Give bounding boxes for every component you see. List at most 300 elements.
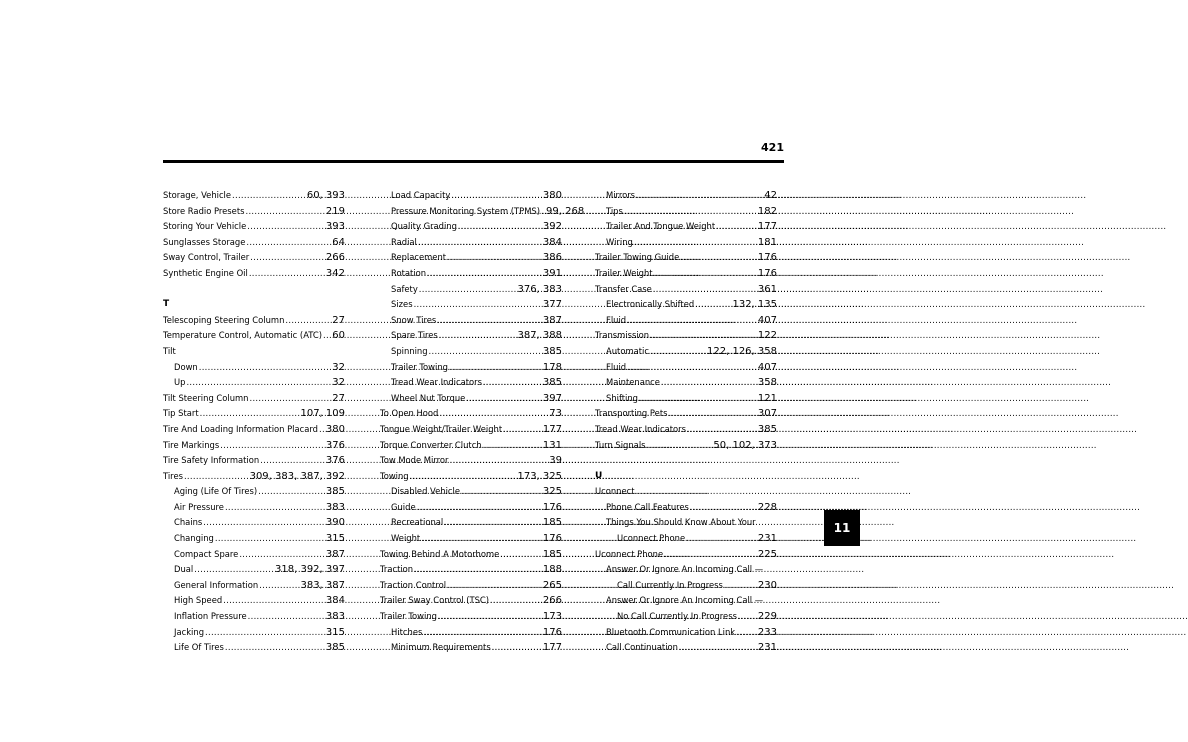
dot-leader	[679, 640, 757, 656]
entry-page-refs[interactable]: 50, 102, 373	[713, 439, 777, 451]
dot-leader	[500, 547, 542, 563]
entry-page-refs[interactable]: 188	[542, 564, 562, 576]
index-subentry	[163, 640, 345, 656]
dot-leader	[423, 625, 542, 641]
dot-leader	[490, 593, 542, 609]
index-subentry	[380, 500, 562, 516]
entry-label: Inflation Pressure	[174, 611, 247, 622]
dot-leader	[184, 469, 249, 485]
index-subentry	[595, 313, 777, 329]
entry-page-refs[interactable]: 122	[757, 330, 777, 342]
index-entry	[595, 250, 777, 266]
dot-leader	[664, 547, 757, 563]
entry-page-refs[interactable]: 99, 268	[546, 205, 585, 217]
entry-page-refs[interactable]: 390	[325, 517, 345, 529]
index-subentry	[163, 515, 345, 531]
entry-page-refs[interactable]: 361	[757, 283, 777, 295]
dot-leader	[736, 625, 757, 641]
entry-page-refs[interactable]: 182	[757, 205, 777, 217]
entry-page-refs[interactable]: 265	[542, 579, 562, 591]
index-subentry	[163, 500, 345, 516]
entry-label: Mirrors	[606, 190, 636, 200]
entry-page-refs[interactable]: 383, 387	[300, 579, 345, 591]
dot-leader	[447, 250, 542, 266]
dot-leader	[541, 204, 545, 220]
entry-label: Temperature Control, Automatic (ATC)	[163, 330, 323, 341]
entry-label: General Information	[174, 579, 259, 590]
dot-leader	[285, 313, 331, 329]
index-subentry	[380, 360, 562, 376]
entry-label: To Open Hood	[380, 408, 439, 419]
entry-label: Shifting	[606, 392, 638, 403]
dot-leader	[427, 266, 542, 282]
index-subentry	[380, 313, 562, 329]
entry-page-refs[interactable]: 376	[325, 439, 345, 451]
index-section-heading	[163, 297, 345, 313]
entry-label: Changing	[174, 533, 214, 544]
entry-label: Trailer Towing Guide	[595, 252, 680, 263]
dot-leader	[248, 609, 325, 625]
index-entry	[595, 438, 777, 454]
index-entry	[163, 235, 345, 251]
entry-page-refs[interactable]: 181	[757, 236, 777, 248]
entry-label: Trailer Weight	[595, 267, 653, 278]
entry-page-refs[interactable]: 391	[542, 267, 562, 279]
entry-page-refs[interactable]: 407	[757, 314, 777, 326]
index-subentry	[595, 360, 777, 376]
entry-label: Tire Safety Information	[163, 455, 260, 466]
index-entry	[163, 219, 345, 235]
entry-page-refs[interactable]: 27	[332, 392, 345, 404]
entry-page-refs[interactable]: 376	[325, 455, 345, 467]
entry-page-refs[interactable]: 225	[757, 548, 777, 560]
entry-page-refs[interactable]: 358	[757, 377, 777, 389]
section-letter: T	[163, 299, 170, 310]
dot-leader	[668, 406, 756, 422]
dot-leader	[414, 562, 542, 578]
dot-leader	[319, 422, 325, 438]
entry-page-refs[interactable]: 385	[325, 642, 345, 654]
index-entry	[163, 344, 345, 360]
entry-label: Guide	[391, 501, 416, 512]
entry-label: Torque Converter Clutch	[380, 439, 482, 450]
index-subentry	[595, 297, 777, 313]
index-entry	[163, 328, 345, 344]
entry-label: Trailer Towing	[380, 611, 437, 622]
entry-page-refs[interactable]: 228	[757, 501, 777, 513]
entry-label: Answer Or Ignore An Incoming Call —	[606, 595, 764, 606]
entry-label: Hitches	[391, 626, 423, 637]
dot-leader	[634, 235, 757, 251]
index-entry	[380, 406, 562, 422]
entry-page-refs[interactable]: 178	[542, 361, 562, 373]
dot-leader	[419, 282, 517, 298]
entry-page-refs[interactable]: 307	[757, 408, 777, 420]
entry-page-refs[interactable]: 177	[542, 642, 562, 654]
dot-leader	[636, 188, 763, 204]
entry-page-refs[interactable]: 325	[542, 486, 562, 498]
index-entry	[380, 438, 562, 454]
entry-label: Jacking	[174, 626, 205, 637]
index-subentry	[595, 375, 777, 391]
dot-leader	[466, 391, 542, 407]
entry-page-refs[interactable]: 380	[542, 190, 562, 201]
entry-label: Dual	[174, 564, 194, 575]
dot-leader	[438, 609, 542, 625]
index-entry	[163, 422, 345, 438]
dot-leader	[449, 453, 548, 469]
entry-page-refs[interactable]: 176	[757, 252, 777, 264]
entry-page-refs[interactable]: 384	[325, 595, 345, 607]
entry-label: Answer Or Ignore An Incoming Call —	[606, 564, 764, 575]
dot-leader	[439, 406, 548, 422]
entry-page-refs[interactable]: 32	[332, 377, 345, 389]
index-subentry	[380, 204, 585, 220]
entry-page-refs[interactable]: 121	[757, 392, 777, 404]
index-subentry	[595, 593, 777, 609]
dot-leader	[239, 547, 325, 563]
index-subentry	[380, 391, 562, 407]
dot-leader	[661, 375, 757, 391]
header-rule	[163, 160, 784, 163]
index-entry	[163, 453, 345, 469]
dot-leader	[245, 204, 324, 220]
entry-label: Sunglasses Storage	[163, 236, 246, 247]
page-number: 421	[761, 141, 784, 154]
index-subentry	[163, 360, 345, 376]
entry-page-refs[interactable]: 177	[542, 423, 562, 435]
entry-page-refs[interactable]: 266	[542, 595, 562, 607]
index-subentry	[595, 219, 777, 235]
dot-leader	[220, 438, 325, 454]
index-entry	[595, 484, 777, 500]
entry-page-refs[interactable]: 407	[757, 361, 777, 373]
entry-label: Tires	[163, 470, 183, 481]
entry-label: Things You Should Know About Your	[606, 517, 756, 528]
entry-label: Tread Wear Indicators	[391, 377, 482, 388]
dot-leader	[458, 219, 542, 235]
entry-page-refs[interactable]: 386	[542, 252, 562, 264]
dot-leader	[492, 640, 542, 656]
entry-page-refs[interactable]: 185	[542, 517, 562, 529]
dot-leader	[686, 531, 757, 547]
entry-page-refs[interactable]: 173	[542, 611, 562, 623]
entry-page-refs[interactable]: 185	[542, 548, 562, 560]
index-subentry	[380, 344, 562, 360]
entry-label: Uconnect	[595, 486, 635, 497]
dot-leader	[258, 484, 325, 500]
entry-page-refs[interactable]: 387	[325, 548, 345, 560]
entry-page-refs[interactable]: 39	[549, 455, 562, 467]
index-subentry	[595, 578, 777, 594]
entry-page-refs[interactable]: 176	[542, 501, 562, 513]
entry-page-refs[interactable]: 342	[325, 267, 345, 279]
entry-page-refs[interactable]: 377	[542, 299, 562, 311]
index-subentry	[380, 235, 562, 251]
dot-leader	[417, 500, 542, 516]
entry-label: Recreational	[391, 517, 444, 528]
dot-leader	[627, 313, 757, 329]
index-subentry	[163, 531, 345, 547]
entry-label: Rotation	[391, 267, 427, 278]
dot-leader	[249, 266, 325, 282]
dot-leader	[410, 469, 517, 485]
dot-leader	[199, 360, 332, 376]
index-subentry	[380, 625, 562, 641]
dot-leader	[483, 438, 542, 454]
index-subentry	[380, 375, 562, 391]
entry-page-refs[interactable]: 318, 392, 397	[275, 564, 345, 576]
chapter-tab[interactable]: 11	[824, 510, 860, 546]
dot-leader	[259, 578, 299, 594]
entry-page-refs[interactable]: 219	[325, 205, 345, 217]
entry-page-refs[interactable]: 231	[757, 642, 777, 654]
index-subentry	[163, 562, 345, 578]
index-entry	[163, 250, 345, 266]
index-entry	[380, 547, 562, 563]
entry-label: Maintenance	[606, 377, 660, 388]
entry-page-refs[interactable]: 266	[325, 252, 345, 264]
index-subentry	[595, 531, 777, 547]
entry-label: Towing Behind A Motorhome	[380, 548, 500, 559]
entry-page-refs[interactable]: 393	[325, 221, 345, 233]
index-subentry	[163, 484, 345, 500]
index-entry	[163, 266, 345, 282]
entry-page-refs[interactable]: 107, 109	[300, 408, 345, 420]
entry-page-refs[interactable]: 385	[542, 377, 562, 389]
index-subentry	[380, 282, 562, 298]
entry-page-refs[interactable]: 387	[542, 314, 562, 326]
entry-label: Transmission	[595, 330, 650, 341]
entry-page-refs[interactable]: 385	[757, 423, 777, 435]
index-subentry	[595, 391, 777, 407]
entry-page-refs[interactable]: 42	[764, 190, 777, 201]
dot-leader	[449, 360, 542, 376]
entry-label: Tips	[606, 205, 623, 216]
index-subentry	[163, 593, 345, 609]
dot-leader	[186, 375, 331, 391]
entry-page-refs[interactable]: 177	[757, 221, 777, 233]
entry-label: Fluid	[606, 361, 627, 372]
dot-leader	[215, 531, 325, 547]
entry-page-refs[interactable]: 380	[325, 423, 345, 435]
entry-page-refs[interactable]: 60	[332, 330, 345, 342]
entry-page-refs[interactable]: 397	[542, 392, 562, 404]
index-entry	[380, 593, 562, 609]
entry-page-refs[interactable]: 176	[542, 533, 562, 545]
entry-label: Up	[174, 377, 186, 388]
dot-leader	[323, 328, 331, 344]
index-section-heading	[595, 469, 777, 485]
dot-leader	[647, 438, 713, 454]
entry-label: Storing Your Vehicle	[163, 221, 247, 232]
index-entry	[380, 562, 562, 578]
index-column-1	[163, 188, 345, 656]
index-subentry	[380, 188, 562, 204]
dot-leader	[260, 453, 325, 469]
dot-leader	[483, 375, 542, 391]
dot-leader	[414, 297, 542, 313]
dot-leader	[461, 484, 542, 500]
entry-label: Sizes	[391, 299, 413, 310]
entry-page-refs[interactable]: 383	[325, 501, 345, 513]
entry-page-refs[interactable]: 392	[542, 221, 562, 233]
entry-label: Storage, Vehicle	[163, 190, 232, 200]
index-subentry	[380, 531, 562, 547]
entry-page-refs[interactable]: 315	[325, 626, 345, 638]
index-entry	[380, 453, 562, 469]
dot-leader	[680, 250, 757, 266]
dot-leader	[437, 313, 542, 329]
entry-label: Sway Control, Trailer	[163, 252, 250, 263]
index-entry	[595, 547, 777, 563]
entry-label: Safety	[391, 283, 418, 294]
dot-leader	[650, 328, 757, 344]
entry-page-refs[interactable]: 122, 126, 358	[707, 345, 777, 357]
dot-leader	[716, 219, 757, 235]
entry-page-refs[interactable]: 376, 383	[517, 283, 562, 295]
index-subentry	[380, 640, 562, 656]
entry-label: Quality Grading	[391, 221, 457, 232]
dot-leader	[650, 344, 706, 360]
index-subentry	[595, 188, 777, 204]
entry-page-refs[interactable]: 176	[757, 267, 777, 279]
entry-page-refs[interactable]: 73	[549, 408, 562, 420]
dot-leader	[200, 406, 300, 422]
entry-page-refs[interactable]: 233	[757, 626, 777, 638]
dot-leader	[203, 515, 325, 531]
entry-page-refs[interactable]: 132, 135	[732, 299, 777, 311]
entry-page-refs[interactable]: 315	[325, 533, 345, 545]
entry-page-refs[interactable]: 176	[542, 626, 562, 638]
index-subentry	[380, 484, 562, 500]
index-entry	[380, 422, 562, 438]
entry-label: Electronically Shifted	[606, 299, 695, 310]
index-column-3	[595, 188, 777, 656]
entry-page-refs[interactable]: 385	[542, 345, 562, 357]
dot-leader	[639, 391, 757, 407]
entry-page-refs[interactable]: 60, 393	[306, 190, 345, 201]
entry-page-refs[interactable]: 32	[332, 361, 345, 373]
entry-label: Spinning	[391, 345, 428, 356]
index-entry	[163, 469, 345, 485]
index-subentry	[380, 328, 562, 344]
dot-leader	[690, 500, 757, 516]
entry-label: Wheel Nut Torque	[391, 392, 466, 403]
index-subentry	[595, 640, 777, 656]
dot-leader	[429, 344, 542, 360]
index-subentry	[380, 515, 562, 531]
index-entry	[595, 422, 777, 438]
entry-page-refs[interactable]: 387, 388	[517, 330, 562, 342]
entry-label: Towing	[380, 470, 409, 481]
entry-label: Life Of Tires	[174, 642, 224, 653]
index-subentry	[595, 344, 777, 360]
entry-page-refs[interactable]: 309, 383, 387, 392	[249, 470, 345, 482]
index-entry	[595, 282, 777, 298]
entry-label: Uconnect Phone	[595, 548, 664, 559]
index-entry	[163, 438, 345, 454]
index-subentry	[163, 375, 345, 391]
dot-leader	[624, 204, 757, 220]
dot-leader	[418, 235, 542, 251]
index-entry	[380, 578, 562, 594]
entry-label: Radial	[391, 236, 417, 247]
index-entry	[163, 313, 345, 329]
entry-label: Tire And Loading Information Placard	[163, 423, 318, 434]
dot-leader	[439, 328, 517, 344]
entry-page-refs[interactable]: 64	[332, 236, 345, 248]
entry-label: Snow Tires	[391, 314, 437, 325]
dot-leader	[225, 640, 325, 656]
dot-leader	[447, 578, 542, 594]
entry-page-refs[interactable]: 231	[757, 533, 777, 545]
entry-label: Trailer Towing	[391, 361, 448, 372]
index-entry	[595, 328, 777, 344]
index-subentry	[163, 578, 345, 594]
index-subentry	[380, 266, 562, 282]
index-entry	[595, 406, 777, 422]
entry-label: Spare Tires	[391, 330, 438, 341]
entry-label: No Call Currently In Progress	[617, 611, 737, 622]
entry-page-refs[interactable]: 131	[542, 439, 562, 451]
entry-label: Transporting Pets	[595, 408, 668, 419]
index-subentry	[380, 297, 562, 313]
entry-label: Traction Control	[380, 579, 447, 590]
entry-label: Aging (Life Of Tires)	[174, 486, 258, 497]
index-subentry	[163, 547, 345, 563]
entry-page-refs[interactable]: 384	[542, 236, 562, 248]
index-subentry	[163, 625, 345, 641]
entry-label: Automatic	[606, 345, 649, 356]
index-subentry	[595, 562, 777, 578]
entry-page-refs[interactable]: 27	[332, 314, 345, 326]
index-subentry	[380, 219, 562, 235]
section-letter: U	[595, 470, 603, 481]
dot-leader	[250, 391, 332, 407]
entry-page-refs[interactable]: 230	[757, 579, 777, 591]
entry-label: Tilt	[163, 345, 176, 356]
dot-leader	[687, 422, 757, 438]
entry-label: Weight	[391, 533, 421, 544]
index-subentry	[595, 235, 777, 251]
dot-leader	[232, 188, 306, 204]
dot-leader	[246, 235, 331, 251]
entry-label: Phone Call Features	[606, 501, 689, 512]
entry-page-refs[interactable]: 173, 325	[517, 470, 562, 482]
dot-leader	[738, 609, 757, 625]
dot-leader	[503, 422, 542, 438]
dot-leader	[451, 188, 542, 204]
entry-label: Compact Spare	[174, 548, 239, 559]
entry-label: Call Continuation	[606, 642, 678, 653]
index-entry	[380, 609, 562, 625]
dot-leader	[627, 360, 757, 376]
index-entry	[163, 204, 345, 220]
entry-label: Fluid	[606, 314, 627, 325]
index-subentry	[595, 204, 777, 220]
dot-leader	[225, 500, 325, 516]
dot-leader	[421, 531, 542, 547]
entry-label: Telescoping Steering Column	[163, 314, 285, 325]
entry-label: Store Radio Presets	[163, 205, 245, 216]
entry-label: Down	[174, 361, 198, 372]
entry-page-refs[interactable]: 385	[325, 486, 345, 498]
entry-page-refs[interactable]: 383	[325, 611, 345, 623]
entry-page-refs[interactable]: 229	[757, 611, 777, 623]
dot-leader	[205, 625, 325, 641]
index-entry	[163, 391, 345, 407]
